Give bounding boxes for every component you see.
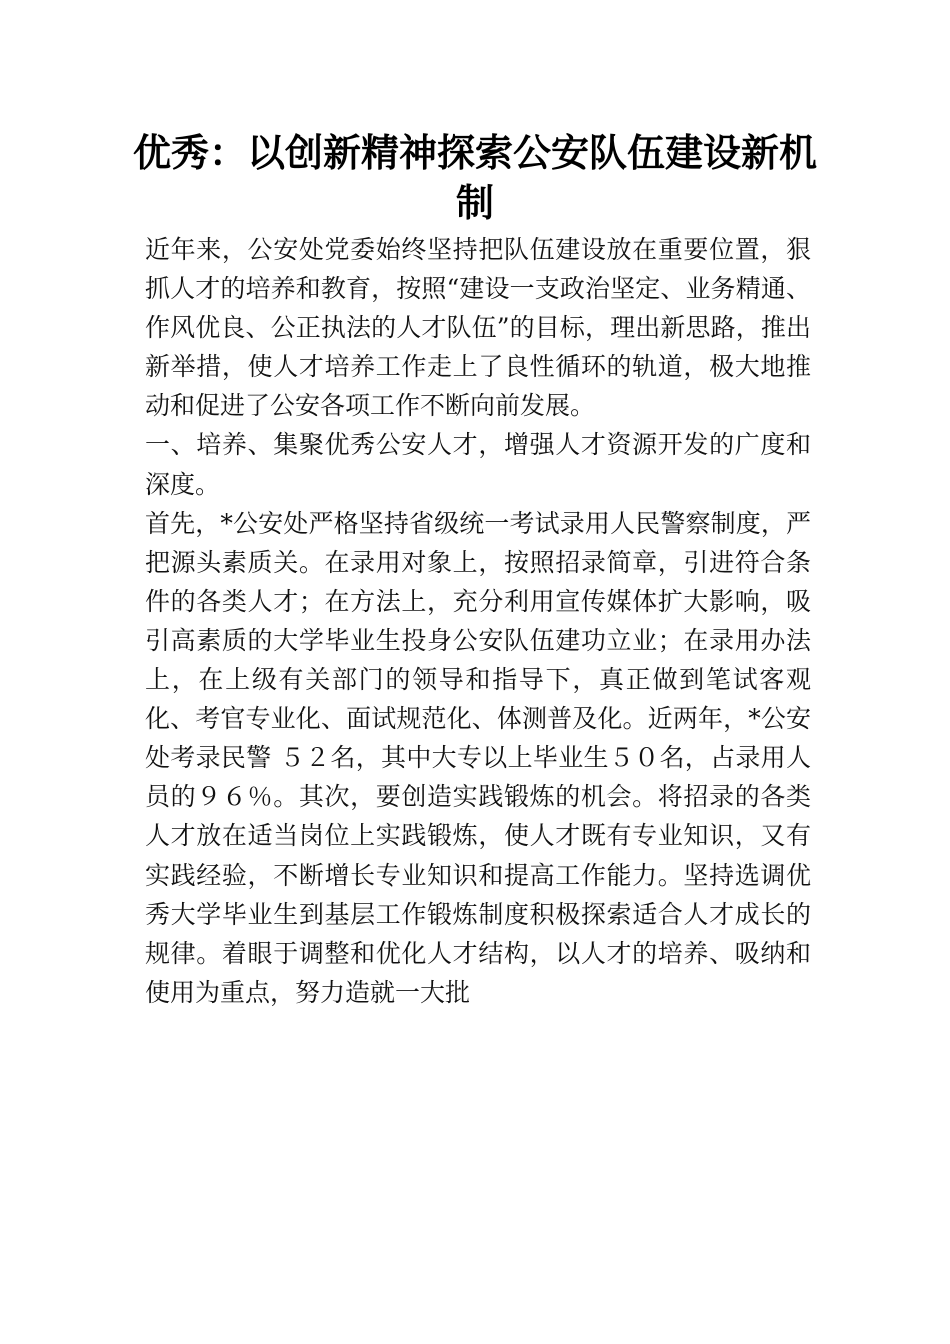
document-title: 优秀：以创新精神探索公安队伍建设新机制	[132, 131, 817, 225]
paragraph-intro: 近年来，公安处党委始终坚持把队伍建设放在重要位置，狠抓人才的培养和教育，按照“建设一支政治坚定、业务精通、作风优良、公正执法的人才队伍”的目标，理出新思路，推出新举措，使人才培养工作走上了良性循环的轨道，极大地推动和促进了公安各项工作不断向前发展。	[145, 235, 811, 421]
paragraph-section-heading: 一、培养、集聚优秀公安人才，增强人才资源开发的广度和深度。	[145, 430, 811, 499]
paragraph-main: 首先，*公安处严格坚持省级统一考试录用人民警察制度，严把源头素质关。在录用对象上，按照招录简章，引进符合条件的各类人才；在方法上，充分利用宣传媒体扩大影响，吸引高素质的大学毕业生投身公安队伍建功立业；在录用办法上，在上级有关部门的领导和指导下，真正做到笔试客观化、考官专业化、面试规范化、体测普及化。近两年，*公安处考录民警 ５２名，其中大专以上毕业生５０名，占录用人员的９６％。其次，要创造实践锻炼的机会。将招录的各类人才放在适当岗位上实践锻炼，使人才既有专业知识，又有实践经验，不断增长专业知识和提高工作能力。坚持选调优秀大学毕业生到基层工作锻炼制度积极探索适合人才成长的规律。着眼于调整和优化人才结构，以人才的培养、吸纳和使用为重点，努力造就一大批	[145, 508, 811, 1007]
document-body	[145, 230, 811, 1012]
